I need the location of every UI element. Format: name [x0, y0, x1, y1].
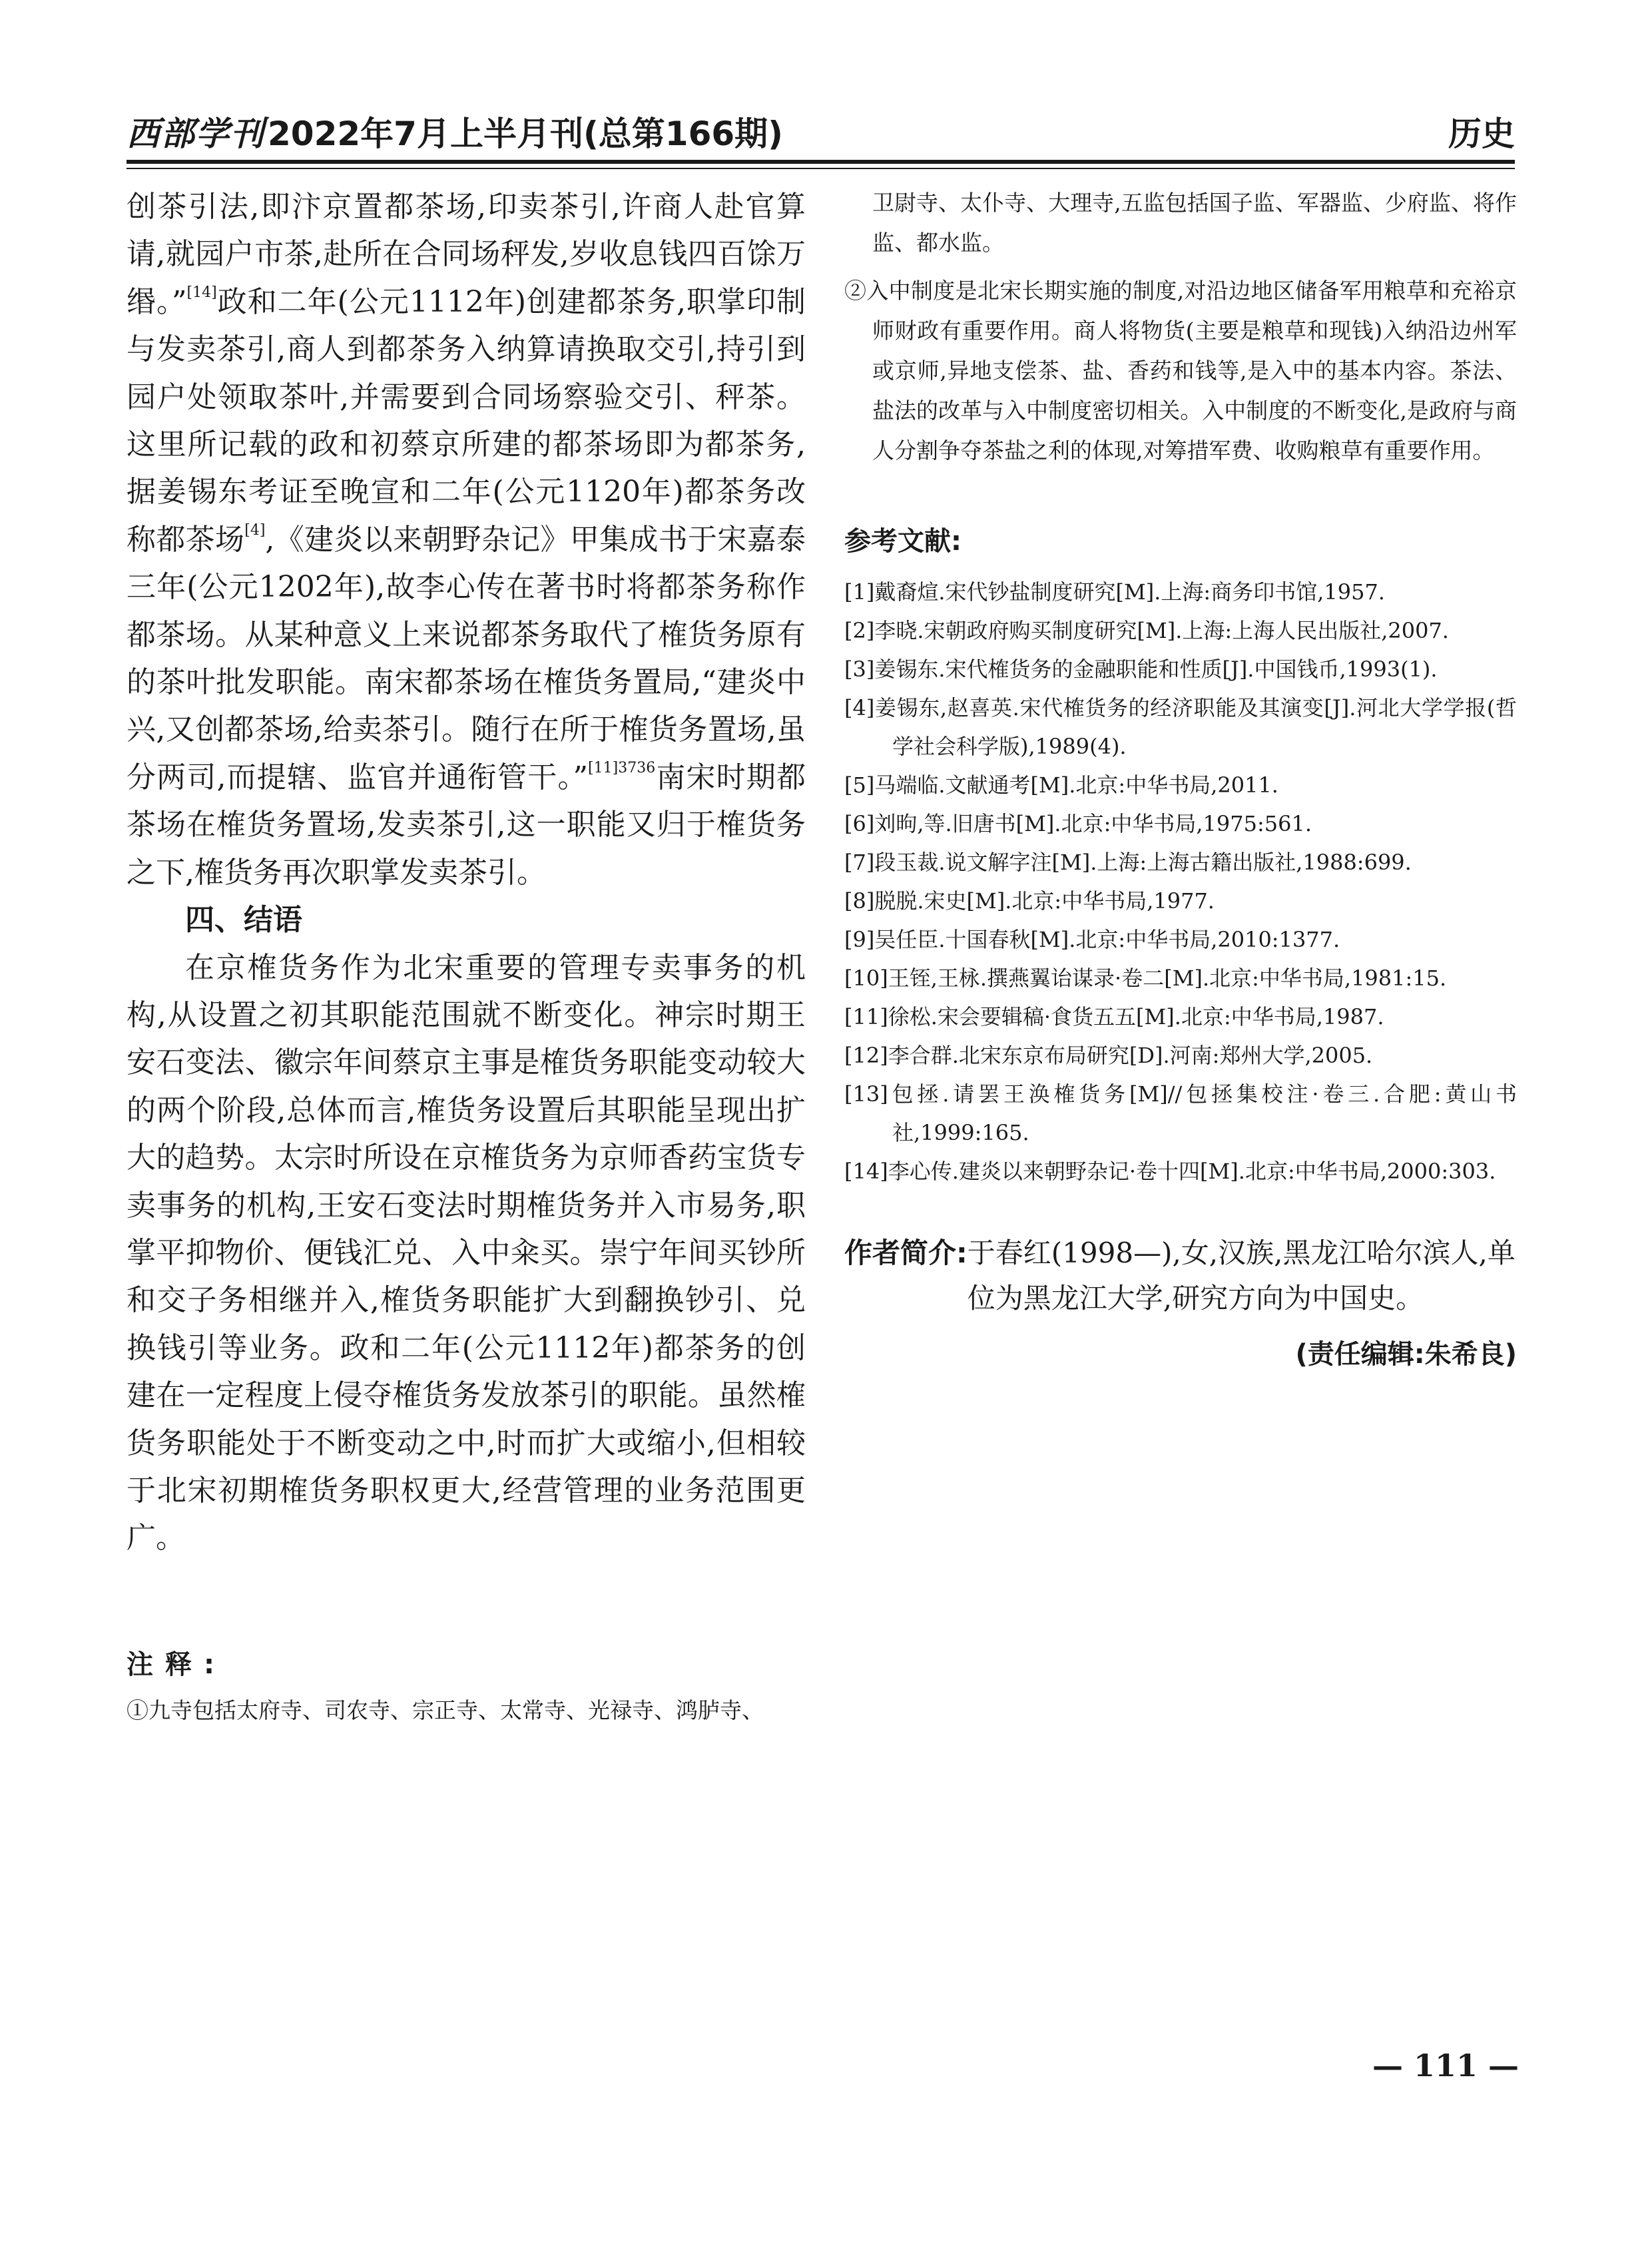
- reference-item: [3]姜锡东.宋代榷货务的金融职能和性质[J].中国钱币,1993(1).: [844, 657, 1438, 682]
- citation-11: [11]3736: [588, 759, 656, 776]
- reference-item: [10]王铚,王栐.撰燕翼诒谋录·卷二[M].北京:中华书局,1981:15.: [844, 966, 1447, 991]
- references-list: [844, 573, 1517, 1191]
- author-bio: [844, 1231, 1517, 1321]
- reference-item: [2]李晓.宋朝政府购买制度研究[M].上海:上海人民出版社,2007.: [844, 618, 1449, 643]
- right-column: [844, 183, 1517, 1371]
- reference-item: [9]吴任臣.十国春秋[M].北京:中华书局,2010:1377.: [844, 927, 1340, 952]
- reference-item: [13]包拯.请罢王涣榷货务[M]//包拯集校注·卷三.合肥:黄山书社,1999:165.: [844, 1081, 1517, 1145]
- header-rule-thick: [127, 160, 1515, 164]
- paragraph-text: 南宋时期都茶场在榷货务置场,发卖茶引,这一职能又归于榷货务之下,榷货务再次职掌发卖茶引。: [127, 760, 806, 890]
- reference-item: [14]李心传.建炎以来朝野杂记·卷十四[M].北京:中华书局,2000:303.: [844, 1159, 1496, 1184]
- page-number: — 111 —: [1372, 2048, 1519, 2084]
- journal-issue: [127, 112, 783, 156]
- reference-item: [5]马端临.文献通考[M].北京:中华书局,2011.: [844, 772, 1278, 798]
- reference-item: [11]徐松.宋会要辑稿·食货五五[M].北京:中华书局,1987.: [844, 1004, 1384, 1029]
- citation-4: [4]: [244, 521, 266, 539]
- reference-item: [6]刘昫,等.旧唐书[M].北京:中华书局,1975:561.: [844, 811, 1312, 836]
- author-text: 于春红(1998—),女,汉族,黑龙江哈尔滨人,单位为黑龙江大学,研究方向为中国史。: [967, 1237, 1515, 1314]
- journal-logo: 西部学刊: [127, 115, 265, 153]
- paragraph-text: 创茶引法,即汴京置都茶场,印卖茶引,许商人赴官算请,就园户市茶,赴所在合同场秤发,岁收息钱四百馀万缗。”: [127, 190, 806, 319]
- reference-item: [8]脱脱.宋史[M].北京:中华书局,1977.: [844, 888, 1215, 914]
- section-heading: 四、结语: [185, 903, 302, 938]
- paragraph-text: 政和二年(公元1112年)创建都茶务,职掌印制与发卖茶引,商人到都茶务入纳算请换取交引,持引到园户处领取茶叶,并需要到合同场察验交引、秤茶。这里所记载的政和初蔡京所建的都茶场即为都茶务,据姜锡东考证至晚宣和二年(公元1120年)都茶务改称都茶场: [127, 284, 806, 557]
- paragraph-text: ,《建炎以来朝野杂记》甲集成书于宋嘉泰三年(公元1202年),故李心传在著书时将都茶务称作都茶场。从某种意义上来说都茶务取代了榷货务原有的茶叶批发职能。南宋都茶场在榷货务置局,“建炎中兴,又创都茶场,给卖茶引。随行在所于榷货务置场,虽分两司,而提辖、监官并通衔管干。”: [127, 522, 806, 794]
- reference-item: [1]戴裔煊.宋代钞盐制度研究[M].上海:商务印书馆,1957.: [844, 579, 1385, 605]
- reference-item: [7]段玉裁.说文解字注[M].上海:上海古籍出版社,1988:699.: [844, 850, 1412, 875]
- note-1-start: ①九寺包括太府寺、司农寺、宗正寺、太常寺、光禄寺、鸿胪寺、: [127, 1697, 764, 1723]
- references-title: 参考文献:: [844, 526, 962, 557]
- citation-14: [14]: [186, 284, 217, 301]
- note-2: ②入中制度是北宋长期实施的制度,对沿边地区储备军用粮草和充裕京师财政有重要作用。商人将物货(主要是粮草和现钱)入纳沿边州军或京师,异地支偿茶、盐、香药和钱等,是入中的基本内容。茶法、盐法的改革与入中制度密切相关。入中制度的不断变化,是政府与商人分割争夺茶盐之利的体现,对筹措军费、收购粮草有重要作用。: [844, 278, 1517, 463]
- left-column: [127, 183, 806, 1562]
- reference-item: [4]姜锡东,赵喜英.宋代榷货务的经济职能及其演变[J].河北大学学报(哲学社会科学版),1989(4).: [844, 695, 1517, 759]
- section-label: 历史: [1448, 115, 1515, 153]
- page-header: [127, 112, 1515, 156]
- body-paragraph-1: [127, 183, 806, 896]
- reference-item: [12]李合群.北宋东京布局研究[D].河南:郑州大学,2005.: [844, 1043, 1373, 1068]
- notes-title: 注释:: [127, 1649, 226, 1680]
- issue-info: 2022年7月上半月刊(总第166期): [268, 115, 784, 153]
- note-1-continued: 卫尉寺、太仆寺、大理寺,五监包括国子监、军器监、少府监、将作监、都水监。: [872, 190, 1517, 256]
- body-paragraph-2: 在京榷货务作为北宋重要的管理专卖事务的机构,从设置之初其职能范围就不断变化。神宗时期王安石变法、徽宗年间蔡京主事是榷货务职能变动较大的两个阶段,总体而言,榷货务设置后其职能呈现出扩大的趋势。太宗时所设在京榷货务为京师香药宝货专卖事务的机构,王安石变法时期榷货务并入市易务,职掌平抑物价、便钱汇兑、入中籴买。崇宁年间买钞所和交子务相继并入,榷货务职能扩大到翻换钞引、兑换钱引等业务。政和二年(公元1112年)都茶务的创建在一定程度上侵夺榷货务发放茶引的职能。虽然榷货务职能处于不断变动之中,时而扩大或缩小,但相较于北宋初期榷货务职权更大,经营管理的业务范围更广。: [127, 950, 806, 1555]
- responsible-editor: (责任编辑:朱希良): [1295, 1339, 1517, 1370]
- header-rule-thin: [127, 168, 1515, 169]
- author-label: 作者简介:: [844, 1237, 967, 1269]
